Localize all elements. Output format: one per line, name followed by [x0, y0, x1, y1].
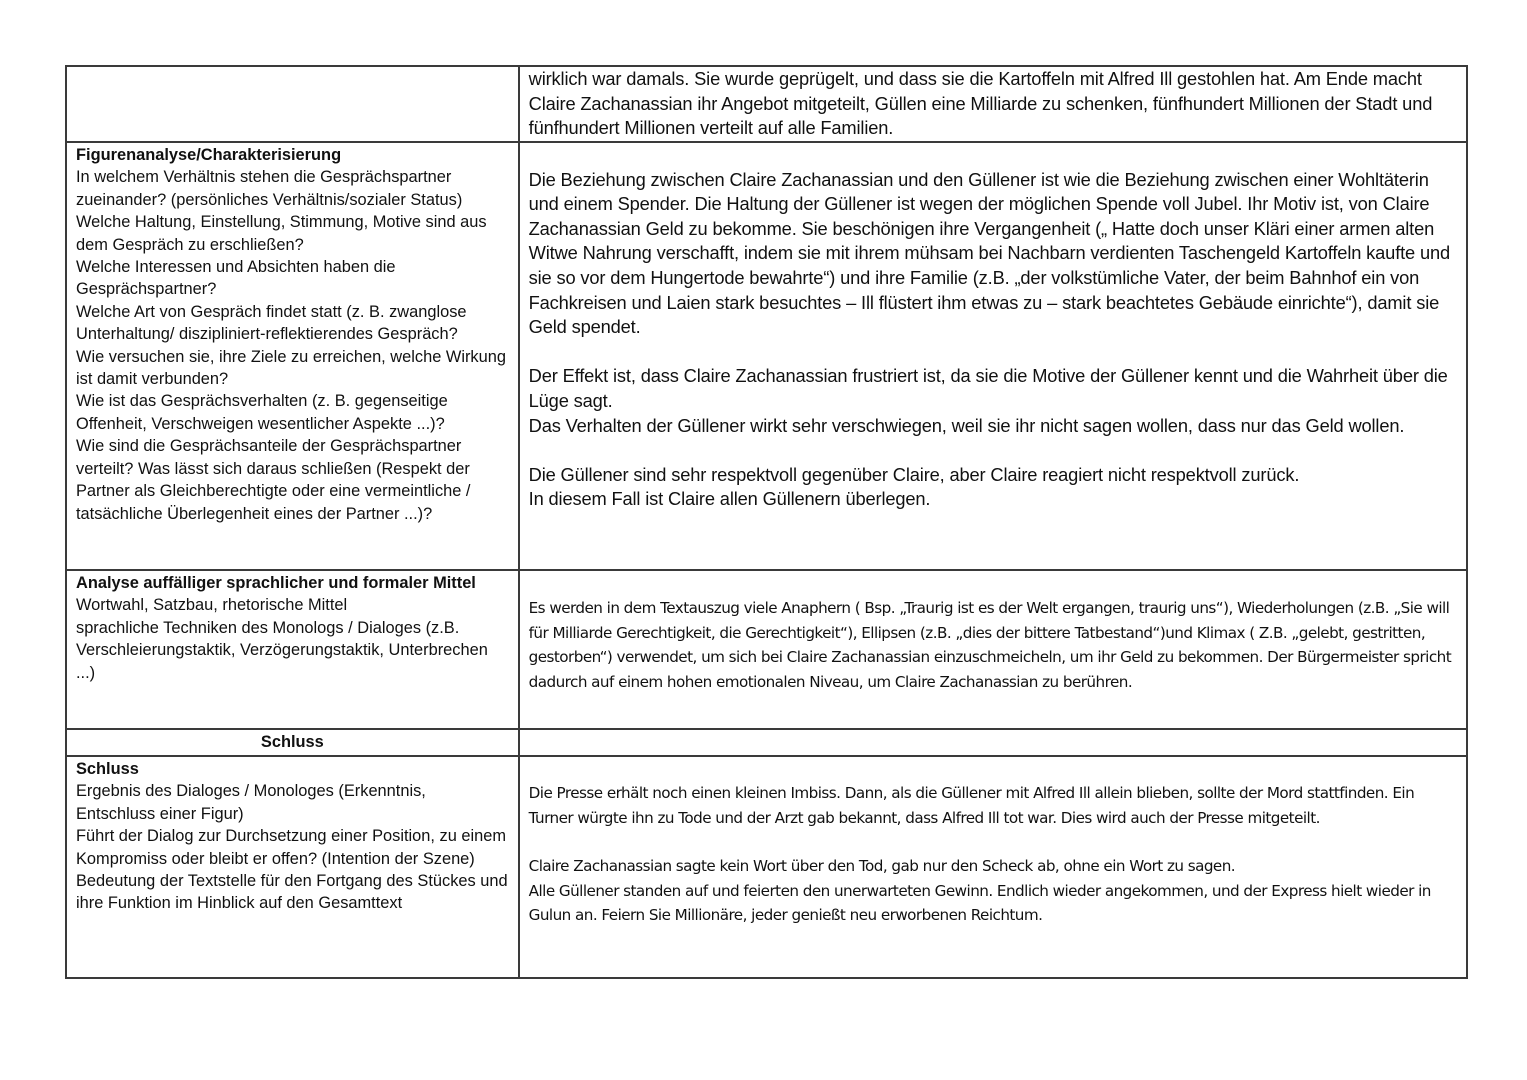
- analysis-table: [65, 65, 1468, 979]
- prompt-item: Wortwahl, Satzbau, rhetorische Mittel: [76, 596, 348, 615]
- table-row-figurenanalyse: [66, 142, 1467, 570]
- continuation-right-cell: [519, 66, 1467, 142]
- prompt-item: In welchem Verhältnis stehen die Gesprächspartner zueinander? (persönliches Verhältnis/sozialer Status): [76, 168, 463, 209]
- prompt-item: Bedeutung der Textstelle für den Fortgang des Stückes und ihre Funktion im Hinblick auf den Gesamttext: [76, 872, 508, 913]
- section-title-schluss: Schluss: [66, 729, 519, 756]
- figurenanalyse-heading: Figurenanalyse/Charakterisierung: [76, 146, 342, 164]
- sprachmittel-prompt-cell: [66, 570, 519, 729]
- section-empty-cell: [519, 729, 1467, 756]
- answer-paragraph: In diesem Fall ist Claire allen Güllenern überlegen.: [528, 488, 931, 510]
- prompt-item: Wie sind die Gesprächsanteile der Gesprächspartner verteilt? Was lässt sich daraus schließen (Respekt der Partner als Gleichberechtigte oder eine vermeintliche / tatsächliche Überlegenheit eines der Partner ...)?: [76, 437, 471, 523]
- spacer: [529, 757, 1458, 781]
- answer-paragraph: Die Güllener sind sehr respektvoll gegenüber Claire, aber Claire reagiert nicht respektvoll zurück.: [528, 463, 1300, 485]
- answer-paragraph: Es werden in dem Textauszug viele Anaphern ( Bsp. „Traurig ist es der Welt ergangen, traurig uns“), Wiederholungen (z.B. „Sie will für Milliarde Gerechtigkeit, die Gerechtigkeit“), Ellipsen (z.B. „dies der bittere Tatbestand“)und Klimax ( Z.B. „gelebt, gestritten, gestorben“) verwendet, um sich bei Claire Zachanassian einzuschmeicheln, um ihr Geld zu bekommen. Der Bürgermeister spricht dadurch auf einem hohen emotionalen Niveau, um Claire Zachanassian zu berühren.: [528, 599, 1452, 691]
- answer-paragraph: Das Verhalten der Güllener wirkt sehr verschwiegen, weil sie ihr nicht sagen wollen, dass nur das Geld wollen.: [528, 414, 1405, 436]
- continuation-left-cell: [66, 66, 519, 142]
- prompt-item: Ergebnis des Dialoges / Monologes (Erkenntnis, Entschluss einer Figur): [76, 782, 426, 823]
- table-row-sprachmittel: [66, 570, 1467, 729]
- answer-paragraph: Die Beziehung zwischen Claire Zachanassian und den Güllener ist wie die Beziehung zwischen einer Wohltäterin und einem Spender. Die Haltung der Güllener ist wegen der möglichen Spende voll Jubel. Ihr Motiv ist, von Claire Zachanassian Geld zu bekomme. Sie beschönigen ihre Vergangenheit („ Hatte doch unser Kläri einer armen alten Witwe Nahrung verschafft, indem sie mit ihrem mühsam bei Nachbarn verdienten Taschengeld Kartoffeln kaufte und sie so vor dem Hungertode bewahrte“) und ihre Familie (z.B. „der volkstümliche Vater, der beim Bahnhof ein von Fachkreisen und Laien stark besuchtes – Ill flüstert ihm etwas zu – stark beachtetes Gebäude einrichte“), damit sie Geld spendet.: [528, 168, 1451, 338]
- prompt-item: Welche Haltung, Einstellung, Stimmung, Motive sind aus dem Gespräch zu erschließen?: [76, 213, 487, 254]
- prompt-item: Welche Interessen und Absichten haben die Gesprächspartner?: [76, 258, 396, 299]
- spacer: [529, 830, 1458, 854]
- answer-paragraph: Claire Zachanassian sagte kein Wort über den Tod, gab nur den Scheck ab, ohne ein Wort zu sagen.: [528, 857, 1236, 875]
- spacer: [529, 143, 1458, 168]
- prompt-item: Welche Art von Gespräch findet statt (z. B. zwanglose Unterhaltung/ diszipliniert-reflektierendes Gespräch?: [76, 302, 467, 344]
- spacer: [529, 438, 1458, 463]
- figurenanalyse-prompt-cell: [66, 142, 519, 570]
- prompt-item: Führt der Dialog zur Durchsetzung einer Position, zu einem Kompromiss oder bleibt er offen? (Intention der Szene): [76, 827, 507, 868]
- table-row-schluss: [66, 756, 1467, 978]
- schluss-answer-cell: [519, 756, 1467, 978]
- sprachmittel-heading: Analyse auffälliger sprachlicher und formaler Mittel: [76, 574, 476, 592]
- prompt-item: Wie ist das Gesprächsverhalten (z. B. gegenseitige Offenheit, Verschweigen wesentlicher Aspekte ...)?: [76, 392, 448, 433]
- figurenanalyse-answer-cell: [519, 142, 1467, 570]
- sprachmittel-answer-cell: [519, 570, 1467, 729]
- table-row-section-schluss: [66, 729, 1467, 756]
- answer-paragraph: Alle Güllener standen auf und feierten den unerwarteten Gewinn. Endlich wieder angekommen, und der Express hielt wieder in Gulun an. Feiern Sie Millionäre, jeder genießt neu erworbenen Reichtum.: [528, 881, 1431, 924]
- schluss-prompt-cell: [66, 756, 519, 978]
- spacer: [529, 571, 1458, 596]
- continuation-text: wirklich war damals. Sie wurde geprügelt, und dass sie die Kartoffeln mit Alfred Ill gestohlen hat. Am Ende macht Claire Zachanassian ihr Angebot mitgeteilt, Güllen eine Milliarde zu schenken, fünfhundert Millionen der Stadt und fünfhundert Millionen verteilt auf alle Familien.: [528, 68, 1433, 139]
- prompt-item: sprachliche Techniken des Monologs / Dialoges (z.B. Verschleierungstaktik, Verzögerungstaktik, Unterbrechen ...): [76, 618, 488, 682]
- answer-paragraph: Der Effekt ist, dass Claire Zachanassian frustriert ist, da sie die Motive der Güllener kennt und die Wahrheit über die Lüge sagt.: [528, 365, 1448, 411]
- schluss-heading: Schluss: [76, 760, 139, 778]
- spacer: [529, 340, 1458, 365]
- prompt-item: Wie versuchen sie, ihre Ziele zu erreichen, welche Wirkung ist damit verbunden?: [76, 347, 506, 389]
- answer-paragraph: Die Presse erhält noch einen kleinen Imbiss. Dann, als die Güllener mit Alfred Ill allein blieben, sollte der Mord stattfinden. Ein Turner würgte ihn zu Tode und der Arzt gab bekannt, dass Alfred Ill tot war. Dies wird auch der Presse mitgeteilt.: [528, 784, 1415, 827]
- table-row-continuation: [66, 66, 1467, 142]
